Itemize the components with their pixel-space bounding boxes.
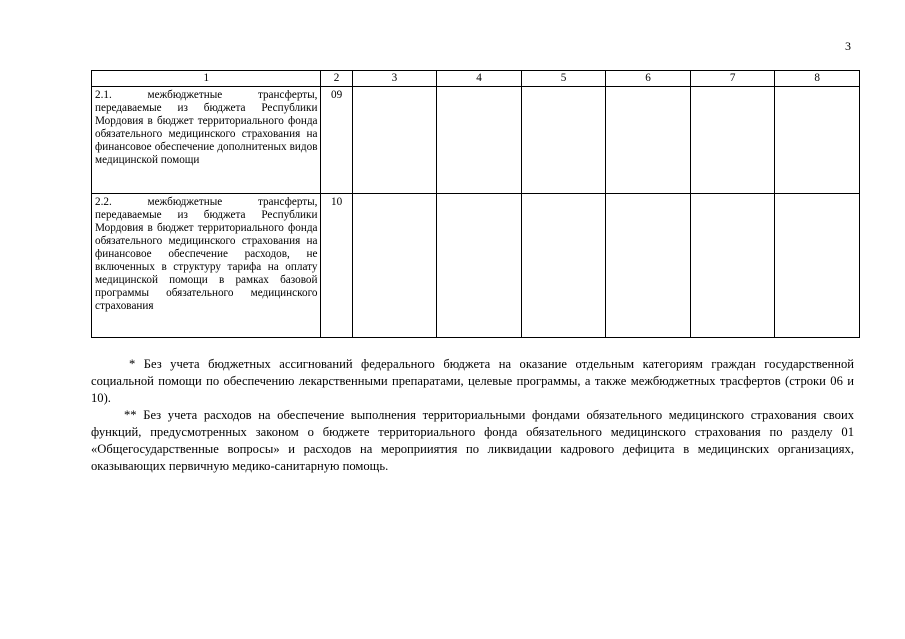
table-cell <box>352 194 437 338</box>
row-code: 10 <box>321 194 352 338</box>
table-cell <box>352 87 437 194</box>
table-cell <box>690 87 775 194</box>
column-header: 5 <box>521 71 606 87</box>
header-row <box>92 71 860 87</box>
row-description: 2.1. межбюджетные трансферты, передаваемые из бюджета Республики Мордовия в бюджет территориального фонда обязательного медицинского страхования на финансовое обеспечение дополнитеных видов медицинской помощи <box>92 87 321 194</box>
column-header: 8 <box>775 71 860 87</box>
footnotes <box>91 356 854 475</box>
table-cell <box>437 87 522 194</box>
footnote-2: ** Без учета расходов на обеспечение выполнения территориальными фондами обязательного медицинского страхования своих функций, предусмотренных законом о бюджете территориального фонда обязательного медицинского страхования по разделу 01 «Общегосударственные вопросы» и расходов на мероприиятия по ликвидации кадрового дефицита в медицинских организациях, оказывающих первичную медико-санитарную помощь. <box>91 408 854 473</box>
table-cell <box>606 87 691 194</box>
column-header: 2 <box>321 71 352 87</box>
row-description: 2.2. межбюджетные трансферты, передаваемые из бюджета Республики Мордовия в бюджет территориального фонда обязательного медицинского страхования на финансовое обеспечение расходов, не включенных в структуру тарифа на оплату медицинской помощи в рамках базовой программы обязательного медицинского страхования <box>92 194 321 338</box>
table-cell <box>521 194 606 338</box>
column-header: 3 <box>352 71 437 87</box>
row-code: 09 <box>321 87 352 194</box>
table-row <box>92 87 860 194</box>
column-header: 4 <box>437 71 522 87</box>
table-cell <box>690 194 775 338</box>
column-header: 6 <box>606 71 691 87</box>
column-header: 1 <box>92 71 321 87</box>
table-cell <box>521 87 606 194</box>
column-header: 7 <box>690 71 775 87</box>
table-cell <box>775 87 860 194</box>
table-cell <box>606 194 691 338</box>
data-table <box>91 70 860 338</box>
footnote-1: * Без учета бюджетных ассигнований федерального бюджета на оказание отдельным категориям граждан государственной социальной помощи по обеспечению лекарственными препаратами, целевые программы, а также межбюджетных трасфертов (строки 06 и 10). <box>91 357 854 405</box>
table-cell <box>775 194 860 338</box>
table-cell <box>437 194 522 338</box>
table-row <box>92 194 860 338</box>
page-number: 3 <box>845 39 851 53</box>
